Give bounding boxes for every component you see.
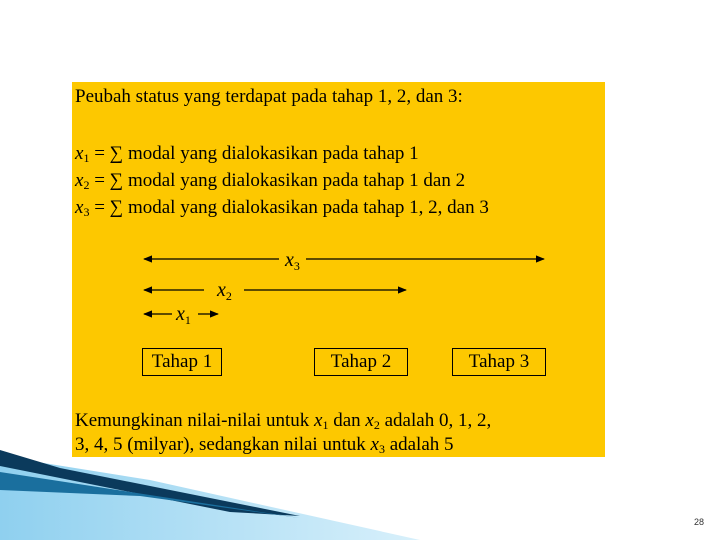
- x2-label: $x_2$: [217, 279, 232, 303]
- content-panel: [72, 82, 605, 457]
- corner-swoosh-decoration: [0, 450, 720, 540]
- x3-label: $x_3$: [285, 249, 300, 273]
- stage-box-3: Tahap 3: [452, 348, 546, 376]
- definition-x1: $x_1$ = ∑ modal yang dialokasikan pada tahap 1: [75, 143, 419, 165]
- stage-box-1: Tahap 1: [142, 348, 222, 376]
- page-number: 28: [693, 517, 704, 527]
- range-arrows: [72, 82, 605, 457]
- x1-label: $x_1$: [176, 303, 191, 327]
- definition-x3: $x_3$ = ∑ modal yang dialokasikan pada tahap 1, 2, dan 3: [75, 197, 489, 219]
- definition-x2: $x_2$ = ∑ modal yang dialokasikan pada tahap 1 dan 2: [75, 170, 466, 192]
- conclusion-line-1: Kemungkinan nilai-nilai untuk $x_1$ dan $x_2$ adalah 0, 1, 2,: [75, 410, 492, 432]
- stage-box-2: Tahap 2: [314, 348, 408, 376]
- conclusion-line-2: 3, 4, 5 (milyar), sedangkan nilai untuk $x_3$ adalah 5: [75, 434, 454, 456]
- heading: Peubah status yang terdapat pada tahap 1, 2, dan 3:: [75, 86, 463, 107]
